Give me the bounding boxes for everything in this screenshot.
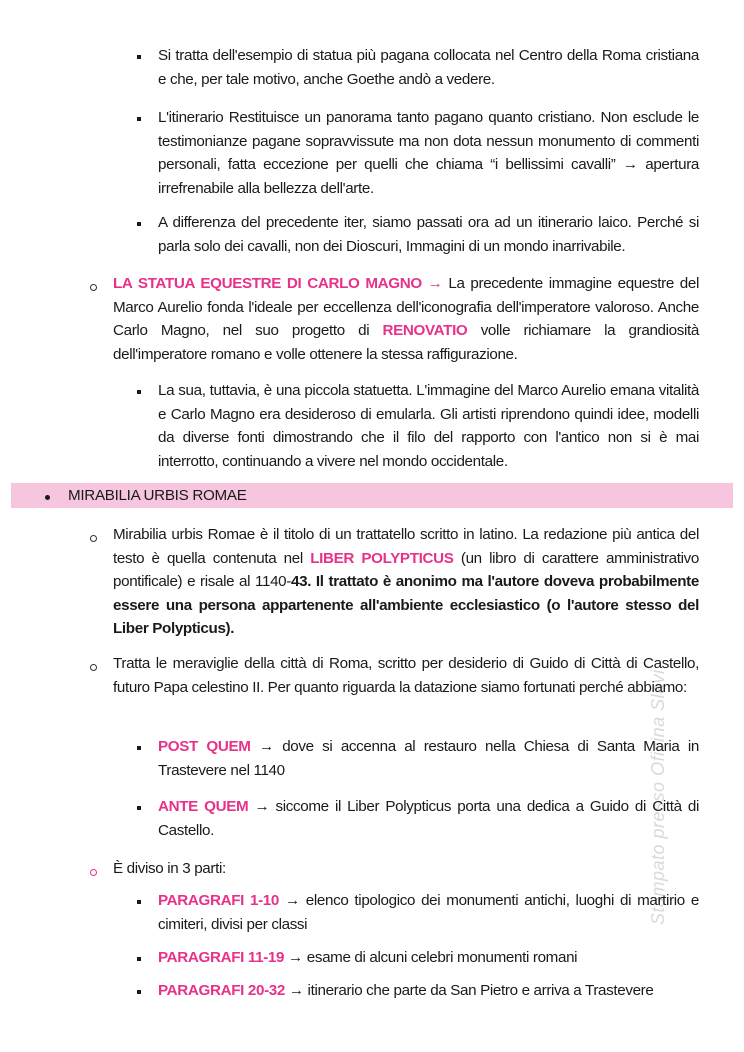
part-item — [158, 889, 699, 936]
ante-quem-text: siccome il Liber Polypticus porta una dedica a Guido di Città di Castello. — [158, 798, 699, 839]
renovatio-keyword: RENOVATIO — [382, 322, 468, 339]
list-item: Si tratta dell'esempio di statua più pagana collocata nel Centro della Roma cristiana e che, per tale motivo, anche Goethe andò a vedere. — [158, 47, 699, 88]
square-bullet-icon — [137, 222, 141, 226]
square-bullet-icon — [137, 990, 141, 994]
circle-bullet-icon — [90, 664, 97, 671]
ante-quem-item — [158, 795, 699, 842]
square-bullet-icon — [137, 390, 141, 394]
square-bullet-icon — [137, 55, 141, 59]
p1-text-b: (un libro di carattere amministrativo pontificale) e risale al 1140- — [113, 549, 699, 590]
square-bullet-icon — [137, 900, 141, 904]
carlo-magno-paragraph — [113, 272, 699, 366]
list-item — [158, 106, 699, 200]
section-title: MIRABILIA URBIS ROMAE — [68, 487, 247, 504]
circle-bullet-icon — [90, 535, 97, 542]
mirabilia-paragraph-1 — [113, 523, 699, 641]
ante-quem-label: ANTE QUEM — [158, 798, 249, 815]
arrow-right-icon: → — [284, 892, 300, 909]
square-bullet-icon — [137, 117, 141, 121]
part-text: itinerario che parte da San Pietro e arriva a Trastevere — [303, 982, 654, 999]
arrow-right-icon: → — [427, 275, 443, 292]
part-label: PARAGRAFI 1-10 — [158, 892, 279, 909]
post-quem-item — [158, 735, 699, 782]
p1-text-bold: 43. Il trattato è anonimo ma l'autore doveva probabilmente essere una persona appartenente all'ambiente ecclesiastico (o l'autore stesso del Liber Polypticus). — [113, 573, 699, 637]
post-quem-label: POST QUEM — [158, 738, 251, 755]
mirabilia-paragraph-2: Tratta le meraviglie della città di Roma, scritto per desiderio di Guido di Città di Castello, futuro Papa celestino II. Per quanto riguarda la datazione siamo fortunati perché abbiamo: — [113, 655, 699, 696]
post-quem-text: dove si accenna al restauro nella Chiesa di Santa Maria in Trastevere nel 1140 — [158, 738, 700, 779]
itinerario-text: L'itinerario Restituisce un panorama tanto pagano quanto cristiano. Non esclude le testimonianze pagane sopravvissute ma non dota nessun monumento di commenti personali, fatta eccezione per quelli che chiama “i bellissimi cavalli” → apertura irrefrenabile alla bellezza dell'arte. — [158, 109, 699, 197]
watermark: Stampato presso Oficina Slavi — [648, 669, 668, 925]
list-item: La sua, tuttavia, è una piccola statuetta. L'immagine del Marco Aurelio emana vitalità e Carlo Magno era desideroso di emularla. Gli artisti riprendono quindi idee, modelli da diverse fonti dimostrando che il filo del rapporto con l'antico non si è mai interrotto, continuando a vivere nel mondo occidentale. — [158, 382, 699, 470]
arrow-right-icon: → — [288, 949, 303, 966]
part-text: esame di alcuni celebri monumenti romani — [302, 949, 578, 966]
part-item — [158, 946, 699, 970]
p1-text-a: Mirabilia urbis Romae è il titolo di un trattatello scritto in latino. La redazione più antica del testo è quella contenuta nel — [113, 526, 699, 567]
part-text: elenco tipologico dei monumenti antichi, luoghi di martirio e cimiteri, divisi per classi — [158, 892, 699, 933]
square-bullet-icon — [137, 957, 141, 961]
circle-bullet-icon — [90, 869, 97, 876]
carlo-magno-text-1: La precedente immagine equestre del Marco Aurelio fonda l'ideale per eccellenza dell'iconografia dell'imperatore valoroso. Anche Carlo Magno, nel suo progetto di — [113, 275, 699, 339]
carlo-magno-text-2: volle richiamare la grandiosità dell'imperatore romano e volle ottenere la stessa raffigurazione. — [113, 322, 699, 363]
carlo-magno-heading: LA STATUA EQUESTRE DI CARLO MAGNO — [113, 275, 422, 292]
arrow-right-icon: → — [288, 982, 304, 999]
dot-bullet-icon — [45, 495, 50, 500]
part-item — [158, 979, 699, 1003]
part-label: PARAGRAFI 11-19 — [158, 949, 285, 966]
list-item: A differenza del precedente iter, siamo passati ora ad un itinerario laico. Perché si parla solo dei cavalli, non dei Dioscuri, Immagini di un mondo inarrivabile. — [158, 214, 699, 255]
part-label: PARAGRAFI 20-32 — [158, 982, 285, 999]
circle-bullet-icon — [90, 284, 97, 291]
arrow-right-icon: → — [254, 798, 270, 815]
square-bullet-icon — [137, 746, 141, 750]
arrow-right-icon: → — [258, 738, 274, 755]
liber-polypticus-keyword: LIBER POLYPTICUS — [310, 549, 454, 567]
parts-intro: È diviso in 3 parti: — [113, 860, 226, 877]
square-bullet-icon — [137, 806, 141, 810]
